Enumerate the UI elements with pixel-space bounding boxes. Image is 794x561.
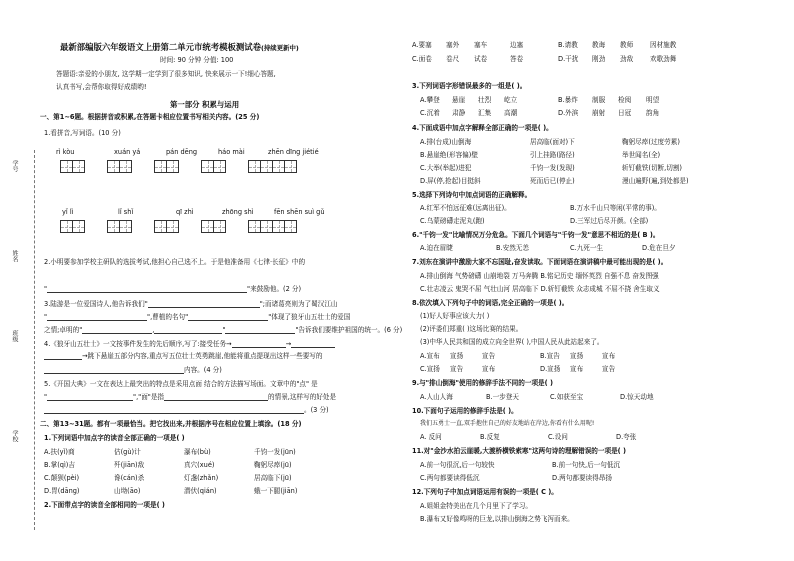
answer-blank[interactable] (47, 320, 147, 321)
q3-options-row-2[interactable]: C.沉着 肃静 汇集 高潮 D.外滨 崩射 日冠 韵角 (420, 109, 660, 117)
pinyin-9: zhōng shì (222, 208, 254, 216)
writing-grid-row-1 (60, 160, 296, 173)
margin-label-name: 姓名 (11, 250, 18, 262)
grid-cell[interactable] (119, 160, 132, 173)
mc-question-10: 10.下面句子运用的修辞手法是( )。 (412, 407, 518, 415)
q2-options-row-2[interactable]: C.面卷 卷尺 试卷 答卷 D.干扰 刚劲 劲敌 欢歌劲舞 (412, 55, 677, 63)
grid-cell[interactable] (72, 220, 85, 233)
q4-option-d[interactable]: D.屏(停,抢起)目挺斜 死而后已(停止) 漫山遍野(遍,到处都是) (420, 177, 689, 185)
question-3-line-2: " ",曹植的名句" "体现了狼牙山五壮士的爱国 (44, 313, 351, 321)
pinyin-10: fēn shēn suì gǔ (274, 208, 325, 216)
q2-options-row-1[interactable]: A.要塞 塞外 塞车 边塞 B.请教 教诲 教师 因材施教 (412, 41, 677, 49)
q12-option-b[interactable]: B.瀑布又好像鸣呀的巨龙,以排山倒海之势飞泻而来。 (420, 515, 574, 523)
part-heading: 第一部分 积累与运用 (170, 100, 240, 109)
grid-cell[interactable] (119, 220, 132, 233)
answer-blank[interactable] (154, 333, 222, 334)
q12-option-a[interactable]: A.姐姐金特美出在几个月里下了学习。 (420, 502, 532, 510)
q6-options[interactable]: A.迫在眉睫 B.安然无恙 C.九死一生 D.危在旦夕 (420, 244, 676, 252)
answer-blank[interactable] (291, 347, 335, 348)
mc-question-2: 2.下面带点字的读音全部相同的一项是( ) (44, 501, 165, 509)
q7-options-row-1[interactable]: A.排山倒海 气势磅礴 山崩地裂 万马奔腾 B.铭记历史 缅怀英烈 自强不息 奋发图强 (420, 272, 659, 280)
answer-blank[interactable] (47, 400, 133, 401)
q8-sentence-3: (3)中华人民共和国的成立向全世界( ),中国人民从此站起来了。 (420, 338, 604, 346)
answer-blank[interactable] (188, 320, 268, 321)
mc-question-4: 4.下面成语中加点字解释全部正确的一项是( )。 (412, 124, 553, 132)
question-4: 4.《狼牙山五壮士》一文按事件发生的先后顺序,写了:接受任务→ → (44, 340, 335, 348)
pinyin-2: xuán yá (114, 148, 141, 156)
question-4-line-2: →跳下悬崖五部分内容,重点写五位壮士英勇跳崖,他能将重点提现出这样一些要写的 (44, 352, 323, 360)
question-5: 5.《开国大典》一文在表达上最突出的特点是采用点面 结合的方法描写场面。文章中的"点" 是 (44, 380, 318, 388)
grid-cell[interactable] (213, 220, 226, 233)
question-3: 3.陆游是一位爱国诗人,他告诉我们" ";而诸葛亮则为了蜀汉江山 (44, 300, 338, 308)
q8-options-row-1[interactable]: A.宣布 宣扬 宣告 B.宣告 宣扬 宣布 (420, 352, 616, 360)
mc-question-1: 1.下列词语中加点字的读音全部正确的一项是( ) (44, 434, 185, 442)
grid-cell[interactable] (213, 160, 226, 173)
pinyin-4: háo mài (218, 148, 245, 156)
mc1-option-a[interactable]: A.扶(yǐ)商 估(gù)计 瀑布(bù) 千钧一发(jūn) (44, 448, 296, 456)
writing-grid-row-2 (60, 220, 296, 233)
mc-question-9: 9.与"排山倒海"使用的修辞手法不同的一项是( ) (412, 379, 553, 387)
q11-options-row-1[interactable]: A.前一句很沉,后一句较快 B.前一句快,后一句低沉 (420, 461, 621, 469)
answer-blank[interactable] (44, 373, 184, 374)
grid-cell[interactable] (72, 160, 85, 173)
answer-blank[interactable] (148, 307, 260, 308)
answer-blank[interactable] (225, 333, 295, 334)
section2-heading: 二、第13~31题。都有一项最恰当。把它找出来,并根据序号在相应位置上填涂。(18 分) (40, 420, 302, 428)
exam-meta: 时间: 90 分钟 分值: 100 (160, 56, 234, 64)
margin-label-school: 学校 (11, 430, 18, 442)
q10-quote: 我们五勇士一直,双手抱住自己的好友地站在岸边,你看有什么用呢! (420, 420, 595, 427)
q5-options-row-2[interactable]: C.乌蒙磅礴走泥丸(跑) D.三军过后尽开颜。(全部) (420, 217, 649, 225)
pinyin-3: pán dēng (166, 148, 198, 156)
mc-question-11: 11.对"金沙水拍云崖暖,大渡桥横铁索寒"这两句诗的理解错误的一项是( ) (412, 447, 627, 455)
q7-options-row-2[interactable]: C.壮志凌云 鬼哭不屈 气壮山河 居高临下 D.斩钉截铁 众志成城 不屈不挠 舍生取义 (420, 285, 660, 293)
question-2: 2.小明要参加学校主研队的选拔考试,他担心自己选不上。于是他准备用《七律·长征》中的 (44, 258, 306, 266)
mc-question-6: 6."千钧一发"比喻情况万分危急。下面几个词语与"千钧一发"意思不相近的是( B )。 (412, 231, 660, 239)
mc-question-7: 7.刘东在演讲中激励大家不忘国耻,奋发读取。下面词语在演讲稿中最可能出现的是( )。 (412, 258, 668, 266)
question-4-line-3: 内容。(4 分) (44, 366, 222, 374)
answer-blank[interactable] (44, 413, 304, 414)
mc1-option-c[interactable]: C.颠狈(pèi) 谗(cán)杀 灯盏(zhǎn) 居高临下(jū) (44, 474, 292, 482)
question-3-line-3: 之情;卓明的" , " "告诉我们要维护祖国的统一。(6 分) (44, 326, 403, 334)
binding-line (34, 150, 35, 530)
margin-label-class: 班级 (11, 330, 18, 342)
q9-options[interactable]: A.人山人海 B.一步登天 C.如获至宝 D.惊天动地 (420, 393, 654, 401)
grid-cell[interactable] (166, 220, 179, 233)
mc1-option-b[interactable]: B.掌(qì)吉 歼(jiān)敌 真穴(xué) 鞠躬尽瘁(jū) (44, 461, 292, 469)
answer-blank[interactable] (47, 292, 247, 293)
pinyin-5: zhēn dīng jiétié (268, 148, 319, 156)
answer-blank[interactable] (164, 400, 268, 401)
answer-blank[interactable] (82, 333, 152, 334)
mc-question-5: 5.选择下列诗句中加点词语的正确解释。 (412, 191, 532, 199)
intro-line-2: 认真书写,会帮你取得好成绩哟! (56, 83, 147, 91)
page-title: 最新部编版六年级语文上册第二单元市统考模板测试卷(持续更新中) (60, 42, 299, 52)
q4-option-a[interactable]: A.排(台成)山倒海 居高临(面对)下 鞠躬尽瘁(过度劳累) (420, 138, 680, 146)
margin-label-student-id: 学号 (11, 160, 18, 172)
binding-margin (0, 0, 44, 561)
mc-question-12: 12.下列句子中加点词语运用有误的一项是( C )。 (412, 488, 558, 496)
grid-cell[interactable] (166, 160, 179, 173)
question-2-line: " "来鼓励他。(2 分) (44, 285, 302, 293)
q5-options-row-1[interactable]: A.红军不怕远征难(远离出征)。 B.万水千山只等闲(平常的事)。 (420, 204, 661, 212)
pinyin-1: rì kòu (56, 148, 75, 156)
answer-blank[interactable] (44, 359, 82, 360)
pinyin-7: lǐ shǐ (118, 208, 134, 216)
mc1-option-d[interactable]: D.胃(dāng) 山坳(āo) 潜伏(qián) 蛾一下腿(jiān) (44, 487, 298, 495)
answer-blank[interactable] (232, 347, 286, 348)
mc-question-8: 8.依次填入下列句子中的词语,完全正确的一项是( )。 (412, 299, 569, 307)
q4-option-c[interactable]: C.大举(举起)进犯 千钧一发(发现) 斩钉截铁(切断,切割) (420, 164, 682, 172)
q10-options[interactable]: A. 反问 B.反复 C.设问 D.夸张 (420, 433, 637, 441)
q8-sentence-1: (1)好人好事应该大力( ) (420, 312, 490, 320)
q8-options-row-2[interactable]: C.宣扬 宣告 宣布 D.宣扬 宣布 宣告 (420, 365, 616, 373)
section1-heading: 一、第1~6题。根据拼音或积累,在答题卡相应位置书写相关内容。(25 分) (40, 113, 260, 121)
question-5-line-3: 。(3 分) (44, 406, 329, 414)
pinyin-8: qī zhì (176, 208, 194, 216)
question-5-line-2: " ","面"是指 的情景,这样写的好处是 (44, 393, 337, 401)
q8-sentence-2: (2)评委们郑重( )这场比赛的结果。 (420, 325, 523, 333)
q4-option-b[interactable]: B.悬崖绝(形容偏)壁 引上挂路(路径) 举世闻名(全) (420, 151, 661, 159)
question-1: 1.看拼音,写词语。(10 分) (44, 129, 121, 137)
grid-cell[interactable] (284, 160, 297, 173)
q11-options-row-2[interactable]: C.两句都要读得低沉 D.两句都要读得昂扬 (420, 474, 612, 482)
pinyin-6: yǐ lì (62, 208, 74, 216)
mc-question-3: 3.下列词语字形错误最多的一组是( )。 (412, 82, 527, 90)
intro-line-1: 答题语:亲爱的小朋友, 这学期一定学到了很多知识, 快来展示一下!细心答题, (56, 70, 276, 78)
q3-options-row-1[interactable]: A.攀登 悬崖 壮烈 屹立 B.暴炸 制服 检阅 明望 (420, 96, 660, 104)
grid-cell[interactable] (284, 220, 297, 233)
